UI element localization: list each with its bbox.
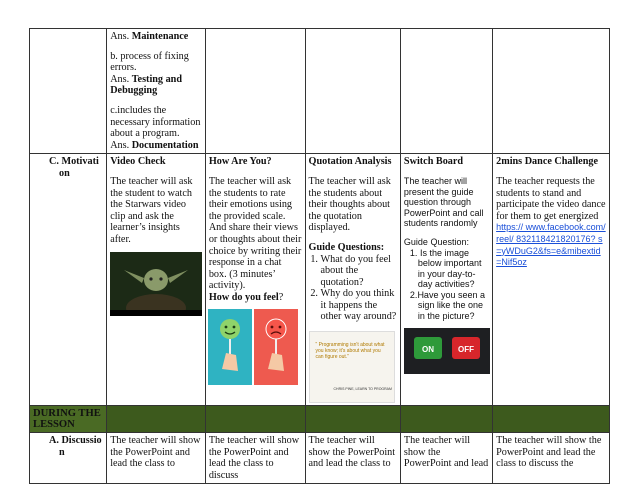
dance-video-link[interactable]: https:// www.facebook.com/reel/ 832118421820176? s=yWDuG2&fs=e&mibextid =Nif5oz	[496, 222, 606, 268]
discussion-cell: The teacher will show the PowerPoint and lead the class to discuss the	[493, 433, 610, 484]
guide-title: Guide Question:	[403, 236, 469, 247]
phase-cell-motivation	[30, 154, 107, 406]
ans-prefix: Ans.	[110, 31, 132, 42]
guide-title: Guide Questions:	[308, 241, 385, 253]
phase-cell-empty	[30, 29, 107, 154]
phase-cell-discussion	[30, 433, 107, 484]
answer-maintenance: Maintenance	[131, 31, 189, 42]
guide-question: Is the image below important in your day-to-day activities?	[417, 247, 482, 290]
guide-question: 1. What do you feel about the quotation?	[321, 254, 397, 289]
activity-title: Quotation Analysis	[308, 156, 392, 168]
table-row-elicit-cont	[30, 29, 610, 154]
activity-body: The teacher requests the students to stand and participate the video dance for them to get energized	[496, 175, 606, 222]
discussion-cell: The teacher will show the PowerPoint and lead the class to discuss	[205, 433, 305, 484]
guide-question-number: 2.	[409, 289, 418, 300]
table-row-during-lesson	[30, 406, 610, 433]
phase-label: A. Discussio n	[49, 435, 102, 458]
activity-quotation-analysis	[305, 154, 400, 406]
activity-dance-challenge	[493, 154, 610, 406]
activity-body: The teacher will ask the students about their thoughts about the quotation displayed.	[308, 175, 391, 234]
during-lesson-cell	[30, 406, 107, 433]
activity-title: 2mins Dance Challenge	[496, 156, 598, 168]
question-b: b. process of fixing errors.	[110, 50, 189, 74]
answer-testing: Testing and Debugging	[110, 73, 183, 97]
question-c: c.includes the necessary information about a program.	[110, 104, 201, 140]
lesson-plan-table	[29, 28, 610, 484]
during-lesson-label: DURING THE LESSON	[33, 408, 101, 431]
activity-video-check	[107, 154, 206, 406]
activity-title: How Are You?	[208, 156, 272, 168]
elicit-answers-cell	[107, 29, 206, 154]
empty-cell	[493, 29, 610, 154]
guide-questions	[309, 254, 397, 324]
activity-title: Video Check	[110, 156, 166, 168]
empty-cell	[205, 29, 305, 154]
phase-label: C. Motivati on	[49, 156, 99, 179]
quote-text: “ Programming isn't about what you know; it's about what you can figure out.”	[315, 342, 385, 361]
discussion-cell: The teacher will show the PowerPoint and lead	[400, 433, 492, 484]
activity-body: The teacher will present the guide question through PowerPoint and call students randomly	[403, 175, 484, 229]
discussion-cell: The teacher will show the PowerPoint and lead the class to	[305, 433, 400, 484]
on-off-switch-image	[404, 328, 489, 378]
quote-author: CHRIS PINE, LEARN TO PROGRAM	[333, 387, 392, 392]
activity-body: The teacher will ask the students to rate their emotions using the provided scale. And share their views or thoughts about their choice by writing their response in a chat box. (3 minutes’ activity).	[208, 175, 302, 292]
on-label: ON	[421, 344, 434, 354]
discussion-cell: The teacher will show the PowerPoint and lead the class to	[107, 433, 206, 484]
yoda-image	[110, 252, 202, 320]
activity-switch-board: Switch Board The teacher will present the guide question through PowerPoint and call students randomly Guide Question: 1. Is the image below important in your day-to-day activities? 2.Have you seen a sign like the one in the picture? ON OFF	[400, 154, 492, 406]
guide-question: 2. Why do you think it happens the other way around?	[321, 288, 397, 323]
empty-cell	[400, 29, 492, 154]
activity-body: The teacher will ask the student to watch the Starwars video clip and ask the learner’s insights after.	[110, 175, 193, 245]
ans-prefix: Ans.	[110, 73, 132, 85]
activity-question: How do you feel	[208, 291, 279, 303]
activity-how-are-you	[205, 154, 305, 406]
activity-title: Switch Board	[403, 156, 464, 168]
answer-documentation: Documentation	[131, 139, 199, 151]
empty-cell	[305, 29, 400, 154]
quote-card-image	[309, 331, 395, 403]
table-row-motivation	[30, 154, 610, 406]
guide-question: Have you seen a sign like the one in the picture?	[417, 289, 485, 322]
activity-question-end: ?	[278, 291, 284, 303]
off-label: OFF	[457, 344, 474, 354]
ans-prefix: Ans.	[110, 139, 132, 151]
table-row-discussion	[30, 433, 610, 484]
